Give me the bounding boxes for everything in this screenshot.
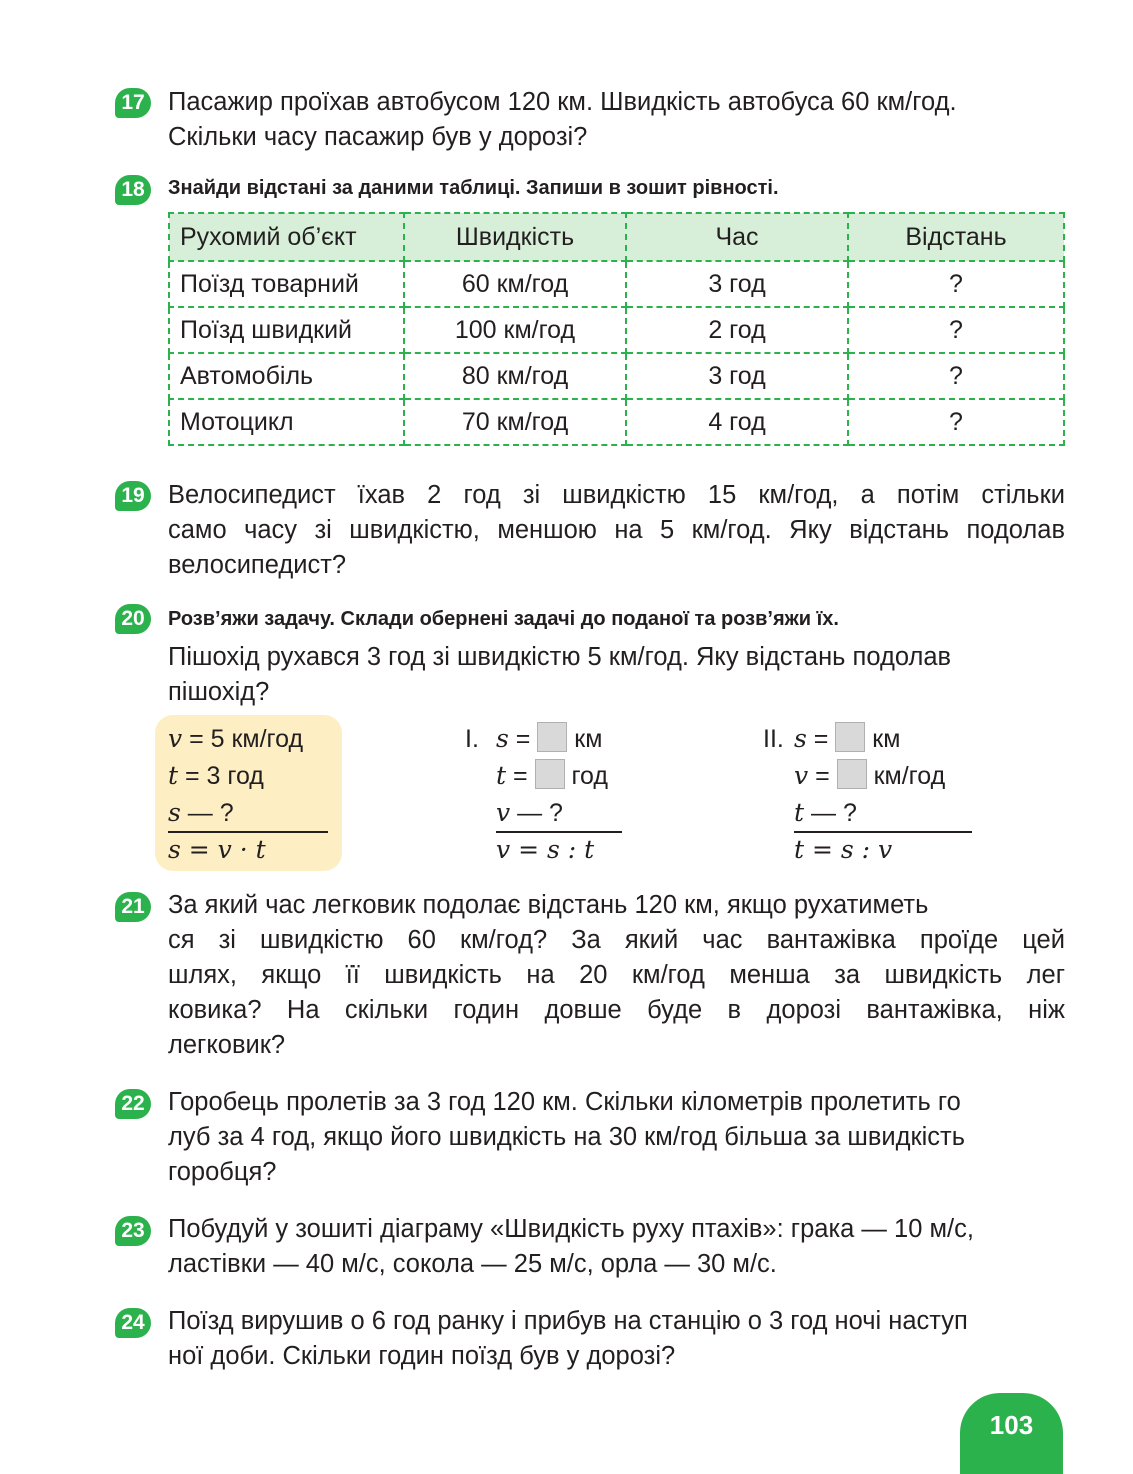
formula: s = v · t xyxy=(168,835,266,864)
given-distance: s — ? xyxy=(168,798,234,827)
inverse-speed: v = км/год xyxy=(794,761,946,790)
formula: t = s : v xyxy=(794,835,893,864)
text-line: луб за 4 год, якщо його швидкість на 30 км/год більша за швидкість xyxy=(168,1123,966,1151)
task-number-badge: 21 xyxy=(115,892,151,922)
task-number-badge: 24 xyxy=(115,1308,151,1338)
text-line: Велосипедист їхав 2 год зі швидкістю 15 км/год, а потім стільки xyxy=(168,481,1065,509)
table-header: Час xyxy=(626,213,848,261)
inverse-time: t — ? xyxy=(794,798,857,827)
table-cell: ? xyxy=(848,399,1064,445)
task-22 xyxy=(115,1085,1065,1190)
page-number: 103 xyxy=(960,1393,1063,1474)
task-19 xyxy=(115,478,1065,583)
table-header: Рухомий об’єкт xyxy=(169,213,404,261)
table-cell: ? xyxy=(848,353,1064,399)
table-row xyxy=(169,399,1064,445)
text-line: Пасажир проїхав автобусом 120 км. Швидкість автобуса 60 км/год. xyxy=(168,88,957,116)
text-line: ковика? На скільки годин довше буде в дорозі вантажівка, ніж xyxy=(168,996,1065,1024)
table-cell: 100 км/год xyxy=(404,307,626,353)
formula: v = s : t xyxy=(496,835,595,864)
table-cell: 3 год xyxy=(626,353,848,399)
text-line: велосипедист? xyxy=(168,551,347,579)
table-row xyxy=(169,261,1064,307)
distance-table xyxy=(168,212,1065,446)
answer-box[interactable] xyxy=(837,759,867,789)
text-line: легковик? xyxy=(168,1031,286,1059)
task-21 xyxy=(115,888,1065,1063)
table-cell: ? xyxy=(848,307,1064,353)
table-header: Відстань xyxy=(848,213,1064,261)
table-header: Швидкість xyxy=(404,213,626,261)
table-header-row xyxy=(169,213,1064,261)
text-line: ся зі швидкістю 60 км/год? За який час вантажівка проїде цей xyxy=(168,926,1065,954)
text-line: горобця? xyxy=(168,1158,277,1186)
text-line: ної доби. Скільки годин поїзд був у дорозі? xyxy=(168,1342,676,1370)
table-cell: 4 год xyxy=(626,399,848,445)
table-cell: Автомобіль xyxy=(169,353,404,399)
text-line: шлях, якщо її швидкість на 20 км/год менша за швидкість лег xyxy=(168,961,1065,989)
inverse-label: II. xyxy=(763,725,784,753)
table-cell: 70 км/год xyxy=(404,399,626,445)
inverse-distance: s = км xyxy=(794,724,901,753)
given-speed: v = 5 км/год xyxy=(168,724,304,753)
text-line: само часу зі швидкістю, меншою на 5 км/год. Яку відстань подолав xyxy=(168,516,1065,544)
inverse-distance: s = км xyxy=(496,724,603,753)
text-line: пішохід? xyxy=(168,678,270,706)
task-number-badge: 19 xyxy=(115,481,151,511)
table-cell: 80 км/год xyxy=(404,353,626,399)
table-cell: 3 год xyxy=(626,261,848,307)
task-17 xyxy=(115,85,1065,155)
text-line: Скільки часу пасажир був у дорозі? xyxy=(168,123,588,151)
task-18 xyxy=(115,173,1065,203)
table-row xyxy=(169,307,1064,353)
table-row xyxy=(169,353,1064,399)
task-text xyxy=(168,1304,1065,1374)
task-number-badge: 23 xyxy=(115,1216,151,1246)
task-number-badge: 18 xyxy=(115,175,151,205)
task-23 xyxy=(115,1212,1065,1282)
text-line: Пішохід рухався 3 год зі швидкістю 5 км/год. Яку відстань подолав xyxy=(168,643,952,671)
task-20 xyxy=(115,604,1065,710)
text-line: Горобець пролетів за 3 год 120 км. Скільки кілометрів пролетить го xyxy=(168,1088,961,1116)
answer-box[interactable] xyxy=(535,759,565,789)
given-time: t = 3 год xyxy=(168,761,264,790)
table-cell: Мотоцикл xyxy=(169,399,404,445)
task-number-badge: 17 xyxy=(115,88,151,118)
task-instruction: Розв’яжи задачу. Склади обернені задачі до поданої та розв’яжи їх. xyxy=(168,608,839,630)
task-text xyxy=(168,85,1065,155)
text-line: За який час легковик подолає відстань 120 км, якщо рухатиметь xyxy=(168,891,929,919)
text-line: Побудуй у зошиті діаграму «Швидкість руху птахів»: грака — 10 м/с, xyxy=(168,1215,974,1243)
table-cell: 2 год xyxy=(626,307,848,353)
task-text xyxy=(168,478,1065,583)
task-number-badge: 20 xyxy=(115,604,151,634)
task-text xyxy=(168,640,1065,710)
answer-box[interactable] xyxy=(835,722,865,752)
table-cell: ? xyxy=(848,261,1064,307)
inverse-speed: v — ? xyxy=(496,798,563,827)
task-number-badge: 22 xyxy=(115,1089,151,1119)
table-cell: 60 км/год xyxy=(404,261,626,307)
task-text xyxy=(168,1212,1065,1282)
task-text xyxy=(168,888,1065,1063)
text-line: Поїзд вирушив о 6 год ранку і прибув на станцію о 3 год ночі наступ xyxy=(168,1307,968,1335)
task-instruction: Знайди відстані за даними таблиці. Запиши в зошит рівності. xyxy=(168,177,779,199)
task-text xyxy=(168,1085,1065,1190)
table-cell: Поїзд швидкий xyxy=(169,307,404,353)
inverse-label: I. xyxy=(465,725,479,753)
text-line: ластівки — 40 м/с, сокола — 25 м/с, орла — 30 м/с. xyxy=(168,1250,777,1278)
table-cell: Поїзд товарний xyxy=(169,261,404,307)
inverse-time: t = год xyxy=(496,761,609,790)
answer-box[interactable] xyxy=(537,722,567,752)
task-24 xyxy=(115,1304,1065,1374)
